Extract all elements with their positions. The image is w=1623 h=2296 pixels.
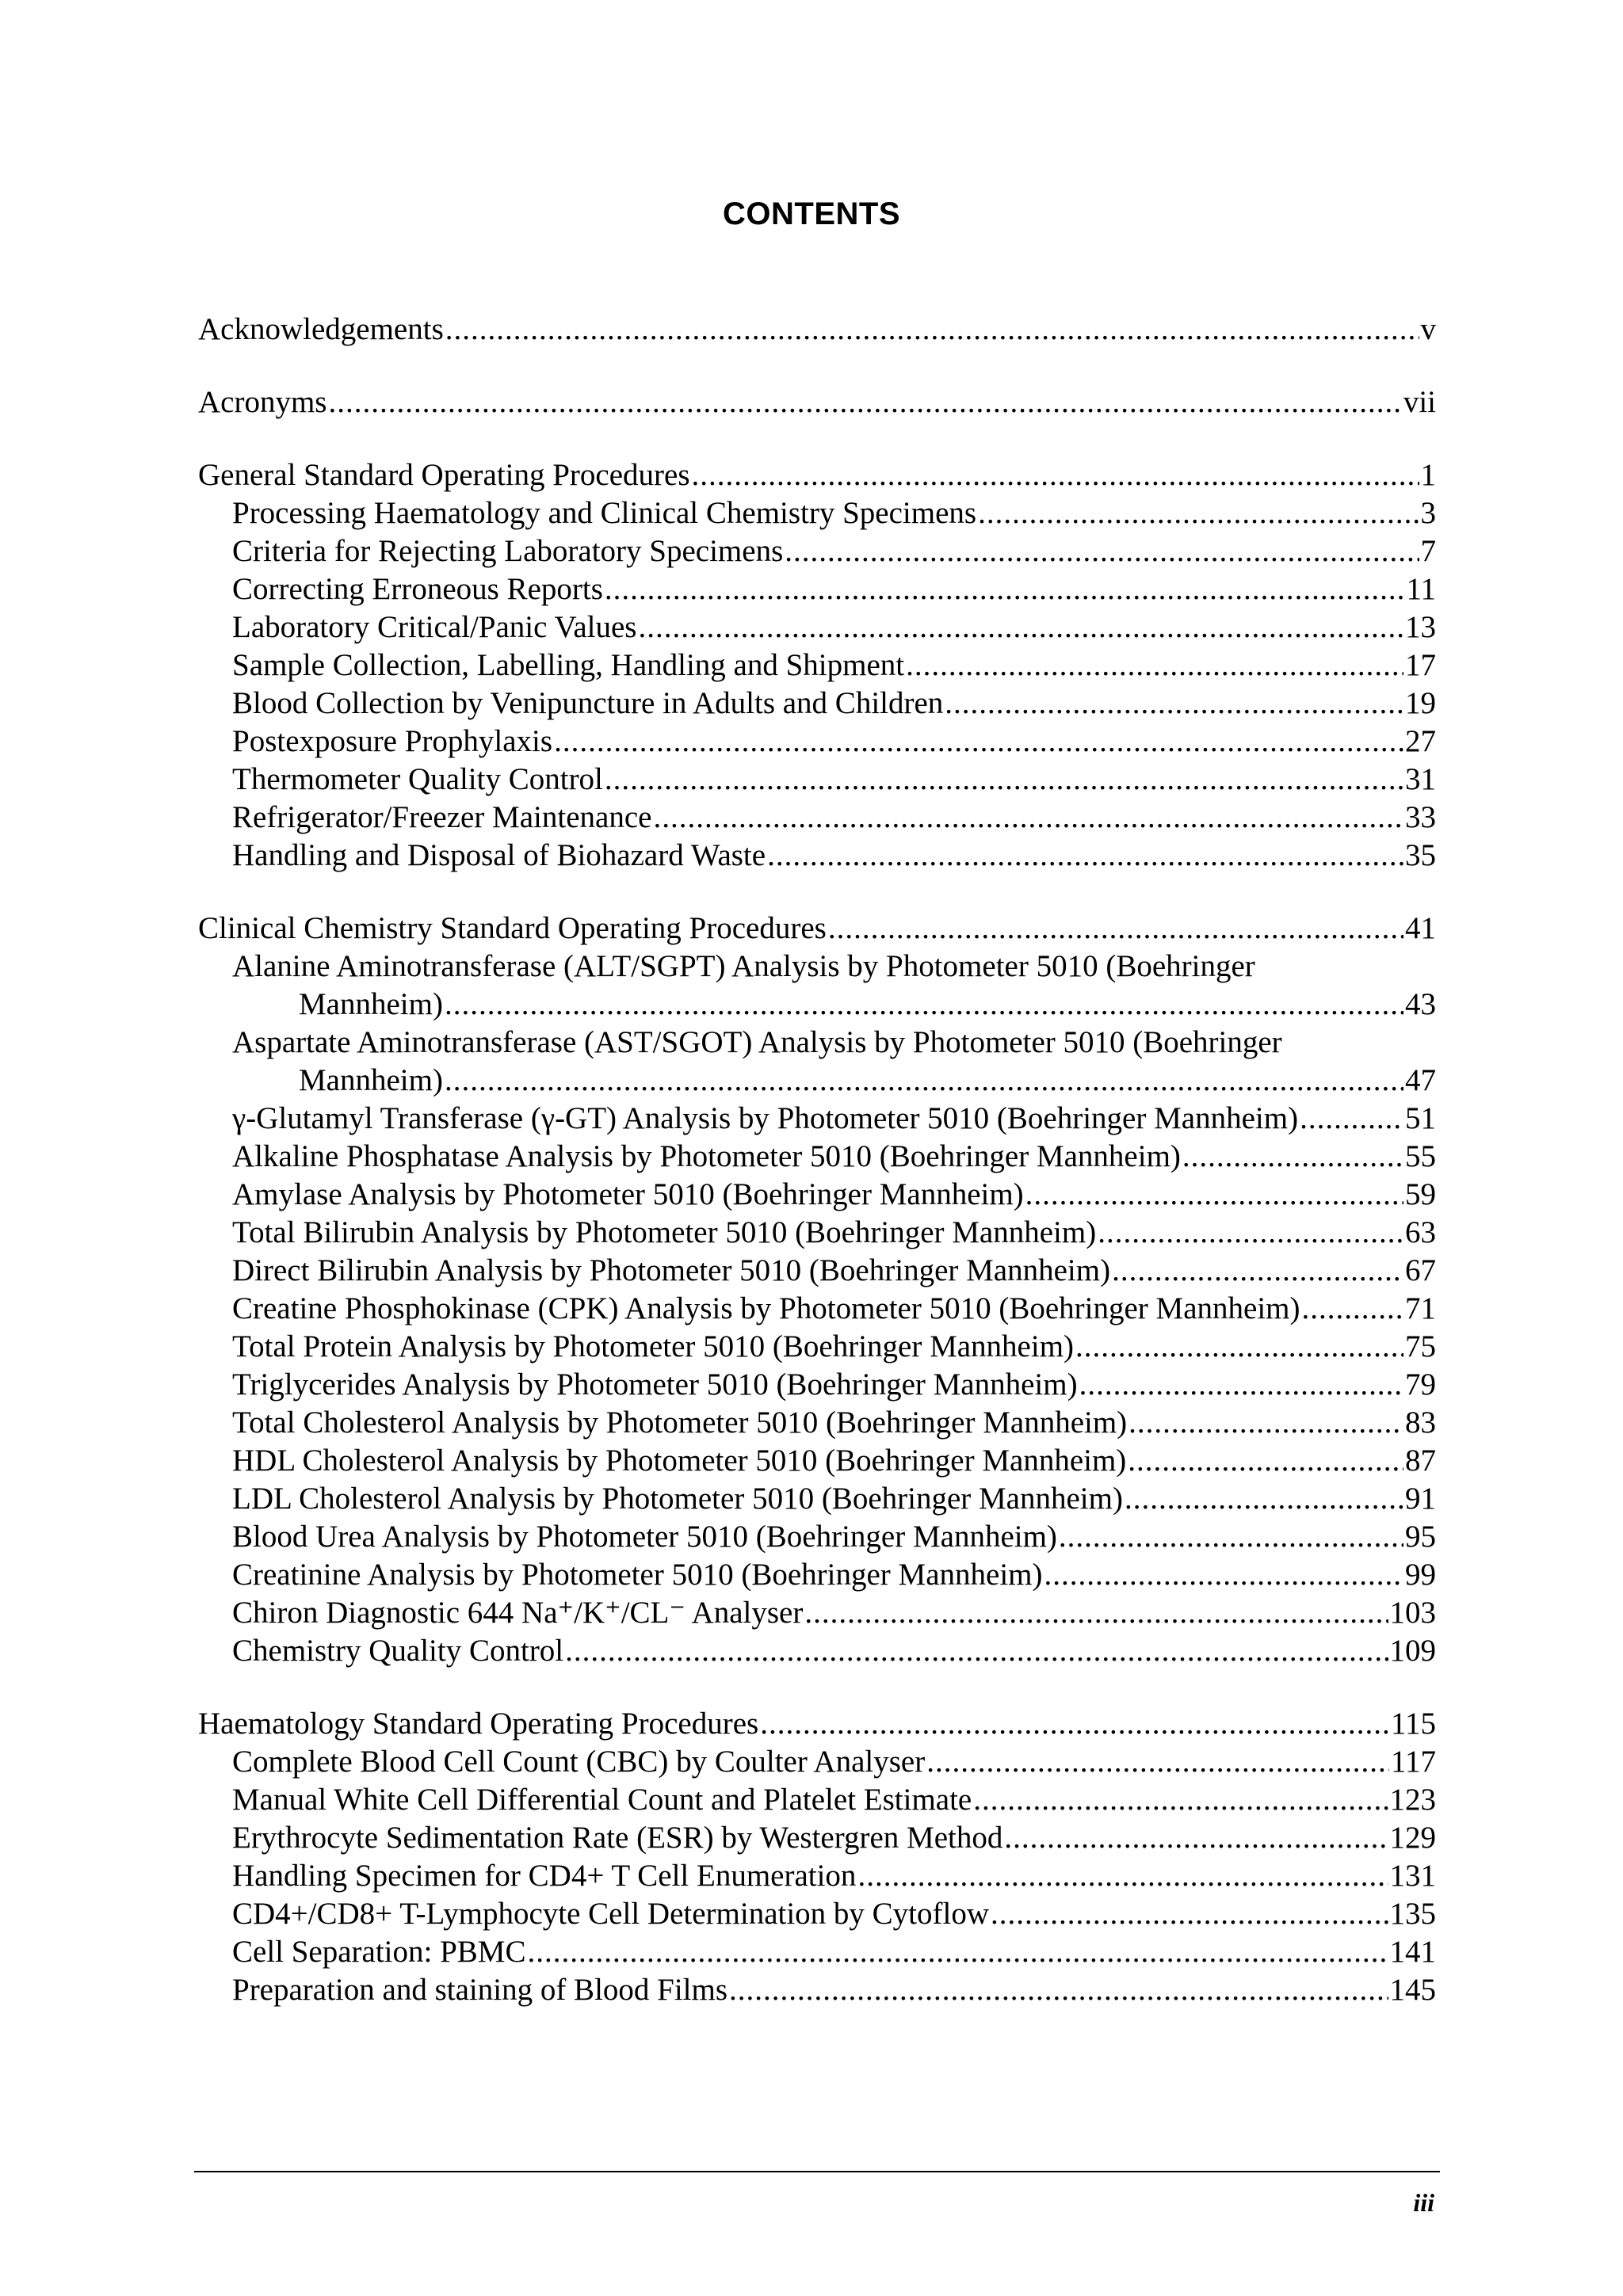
toc-entry[interactable]	[232, 685, 1436, 723]
toc-page-number: 83	[1405, 1405, 1436, 1440]
toc-entry-title: CD4+/CD8+ T-Lymphocyte Cell Determination by Cytoflow	[232, 1897, 990, 1931]
toc-page-number: 27	[1405, 724, 1436, 758]
dot-leader	[1025, 1176, 1403, 1214]
toc-section[interactable]	[198, 311, 1436, 349]
toc-page-number: 19	[1405, 686, 1436, 720]
toc-page-number: vii	[1403, 385, 1436, 419]
toc-entry-title: Alkaline Phosphatase Analysis by Photometer 5010 (Boehringer Mannheim)	[232, 1139, 1181, 1173]
toc-entry[interactable]	[232, 1518, 1436, 1556]
toc-entry-title: Blood Collection by Venipuncture in Adults and Children	[232, 686, 944, 720]
toc-entry-title: Handling and Disposal of Biohazard Waste	[232, 838, 766, 872]
dot-leader	[857, 1857, 1388, 1895]
toc-entry-title: Total Bilirubin Analysis by Photometer 5010 (Boehringer Mannheim)	[232, 1215, 1097, 1249]
dot-leader	[605, 570, 1405, 608]
toc-entry[interactable]	[232, 1214, 1436, 1252]
dot-leader	[1079, 1366, 1403, 1404]
dot-leader	[1300, 1100, 1403, 1138]
toc-entry[interactable]	[232, 1480, 1436, 1518]
toc-page-number: 109	[1389, 1634, 1436, 1668]
toc-entry-title: Clinical Chemistry Standard Operating Procedures	[198, 911, 827, 945]
toc-entry[interactable]	[232, 1933, 1436, 1971]
toc-entry[interactable]	[232, 1781, 1436, 1819]
toc-entry-title: Acknowledgements	[198, 312, 444, 346]
dot-leader	[653, 799, 1403, 837]
toc-entry-title: Preparation and staining of Blood Films	[232, 1973, 728, 2007]
toc-entry-title: HDL Cholesterol Analysis by Photometer 5010 (Boehringer Mannheim)	[232, 1444, 1127, 1478]
toc-page-number: 31	[1405, 762, 1436, 796]
dot-leader	[978, 494, 1419, 532]
toc-entry[interactable]	[232, 1025, 1436, 1100]
toc-page-number: 35	[1405, 838, 1436, 872]
toc-entry[interactable]	[232, 761, 1436, 799]
toc-entry-title: Refrigerator/Freezer Maintenance	[232, 800, 652, 834]
toc-entry-title-continued: Mannheim)	[299, 987, 443, 1021]
toc-entry[interactable]	[232, 1290, 1436, 1328]
toc-page-number: 41	[1405, 911, 1436, 945]
dot-leader	[1075, 1328, 1403, 1366]
page-number: iii	[1413, 2188, 1434, 2217]
dot-leader	[785, 532, 1419, 570]
toc-page-number: 115	[1390, 1707, 1436, 1741]
toc-page-number: 51	[1405, 1101, 1436, 1135]
toc-entry[interactable]	[232, 1252, 1436, 1290]
toc-section[interactable]	[198, 910, 1436, 948]
toc-entry[interactable]	[232, 1328, 1436, 1366]
dot-leader	[1125, 1480, 1403, 1518]
toc-page-number: 1	[1420, 458, 1436, 492]
toc-entry[interactable]	[232, 1404, 1436, 1442]
toc-entry[interactable]	[232, 1366, 1436, 1404]
toc-entry[interactable]	[232, 1971, 1436, 2009]
toc-page-number: 13	[1405, 610, 1436, 644]
dot-leader	[605, 761, 1403, 799]
dot-leader	[991, 1895, 1388, 1933]
toc-section[interactable]	[198, 383, 1436, 421]
toc-entry-title: Acronyms	[198, 385, 327, 419]
toc-page-number: 63	[1405, 1215, 1436, 1249]
dot-leader	[926, 1743, 1389, 1781]
dot-leader	[1301, 1290, 1403, 1328]
dot-leader	[692, 456, 1419, 494]
toc-section[interactable]	[198, 1705, 1436, 1743]
toc-page-number: 47	[1405, 1063, 1436, 1097]
dot-leader	[945, 685, 1403, 723]
dot-leader	[729, 1971, 1388, 2009]
toc-entry-title: Total Cholesterol Analysis by Photometer 5010 (Boehringer Mannheim)	[232, 1405, 1128, 1440]
toc-entry[interactable]	[232, 494, 1436, 532]
toc-entry-title: γ-Glutamyl Transferase (γ-GT) Analysis by Photometer 5010 (Boehringer Mannheim)	[232, 1101, 1299, 1135]
toc-page-number: 17	[1405, 648, 1436, 682]
dot-leader	[445, 1062, 1403, 1100]
toc-entry-title: Complete Blood Cell Count (CBC) by Coulter Analyser	[232, 1745, 926, 1779]
toc-entry-title: Creatinine Analysis by Photometer 5010 (Boehringer Mannheim)	[232, 1558, 1043, 1592]
dot-leader	[328, 383, 1401, 421]
toc-page-number: 79	[1405, 1367, 1436, 1402]
toc-entry-title: Blood Urea Analysis by Photometer 5010 (Boehringer Mannheim)	[232, 1520, 1057, 1554]
toc-entry[interactable]	[232, 1819, 1436, 1857]
toc-entry-title: Processing Haematology and Clinical Chemistry Specimens	[232, 496, 977, 530]
toc-entry[interactable]	[232, 570, 1436, 608]
dot-leader	[760, 1705, 1389, 1743]
toc-page-number: 3	[1420, 496, 1436, 530]
toc-entry-title: Alanine Aminotransferase (ALT/SGPT) Analysis by Photometer 5010 (Boehringer	[232, 949, 1255, 983]
toc-entry-title: Aspartate Aminotransferase (AST/SGOT) Analysis by Photometer 5010 (Boehringer	[232, 1025, 1282, 1059]
toc-page-number: 103	[1389, 1596, 1436, 1630]
toc-entry-title: General Standard Operating Procedures	[198, 458, 690, 492]
toc-entry-title-continued: Mannheim)	[299, 1063, 443, 1097]
toc-page-number: 145	[1389, 1973, 1436, 2007]
toc-entry[interactable]	[232, 532, 1436, 570]
toc-entry-title: Chiron Diagnostic 644 Na⁺/K⁺/CL⁻ Analyser	[232, 1596, 804, 1630]
dot-leader	[1128, 1404, 1403, 1442]
toc-entry-title: Creatine Phosphokinase (CPK) Analysis by Photometer 5010 (Boehringer Mannheim)	[232, 1291, 1300, 1325]
toc-entry[interactable]	[232, 646, 1436, 685]
dot-leader	[445, 986, 1403, 1024]
toc-page-number: 59	[1405, 1177, 1436, 1211]
dot-leader	[906, 646, 1403, 685]
dot-leader	[565, 1632, 1388, 1670]
toc-entry-title: Manual White Cell Differential Count and Platelet Estimate	[232, 1783, 972, 1817]
toc-entry[interactable]	[232, 837, 1436, 875]
page-title: CONTENTS	[723, 196, 900, 231]
toc-entry-title: Thermometer Quality Control	[232, 762, 603, 796]
toc-page-number: 91	[1405, 1482, 1436, 1516]
footer-rule	[194, 2171, 1440, 2172]
toc-entry[interactable]	[232, 1556, 1436, 1594]
toc-page-number: 7	[1420, 534, 1436, 568]
dot-leader	[973, 1781, 1388, 1819]
toc-entry-title: Direct Bilirubin Analysis by Photometer 5010 (Boehringer Mannheim)	[232, 1253, 1111, 1287]
toc-page-number: 135	[1389, 1897, 1436, 1931]
dot-leader	[767, 837, 1403, 875]
toc-page-number: 11	[1406, 572, 1436, 606]
toc-page-number: 75	[1405, 1329, 1436, 1363]
dot-leader	[445, 311, 1419, 349]
toc-entry-title: LDL Cholesterol Analysis by Photometer 5010 (Boehringer Mannheim)	[232, 1482, 1123, 1516]
toc-entry[interactable]	[232, 1632, 1436, 1670]
dot-leader	[554, 723, 1403, 761]
toc-entry-title: Laboratory Critical/Panic Values	[232, 610, 637, 644]
toc-entry-title: Erythrocyte Sedimentation Rate (ESR) by Westergren Method	[232, 1821, 1003, 1855]
toc-entry-title: Cell Separation: PBMC	[232, 1935, 526, 1969]
toc-page-number: 141	[1389, 1935, 1436, 1969]
dot-leader	[1004, 1819, 1388, 1857]
dot-leader	[1059, 1518, 1403, 1556]
dot-leader	[804, 1594, 1388, 1632]
toc-entry[interactable]	[232, 608, 1436, 646]
toc-page-number: 33	[1405, 800, 1436, 834]
dot-leader	[528, 1933, 1388, 1971]
toc-entry-title: Sample Collection, Labelling, Handling and Shipment	[232, 648, 905, 682]
toc-entry[interactable]	[232, 1100, 1436, 1138]
dot-leader	[1182, 1138, 1403, 1176]
toc-entry-title: Triglycerides Analysis by Photometer 5010 (Boehringer Mannheim)	[232, 1367, 1078, 1402]
toc-entry[interactable]	[232, 949, 1436, 1024]
toc-page-number: 67	[1405, 1253, 1436, 1287]
dot-leader	[638, 608, 1403, 646]
toc-page-number: 87	[1405, 1444, 1436, 1478]
toc-entry[interactable]	[232, 1743, 1436, 1781]
toc-entry[interactable]	[232, 1138, 1436, 1176]
dot-leader	[1128, 1442, 1403, 1480]
dot-leader	[1112, 1252, 1403, 1290]
toc-page-number: 43	[1405, 987, 1436, 1021]
toc-entry-title: Haematology Standard Operating Procedures	[198, 1707, 759, 1741]
dot-leader	[1044, 1556, 1403, 1594]
toc-entry[interactable]	[232, 1594, 1436, 1632]
dot-leader	[828, 910, 1403, 948]
toc-entry[interactable]	[232, 1176, 1436, 1214]
toc-section[interactable]	[198, 456, 1436, 494]
toc-page-number: 55	[1405, 1139, 1436, 1173]
toc-entry-title: Handling Specimen for CD4+ T Cell Enumeration	[232, 1859, 857, 1893]
toc-entry[interactable]	[232, 1857, 1436, 1895]
toc-page-number: 71	[1405, 1291, 1436, 1325]
toc-page-number: 95	[1405, 1520, 1436, 1554]
toc-entry-title: Correcting Erroneous Reports	[232, 572, 603, 606]
toc-entry[interactable]	[232, 1895, 1436, 1933]
toc-page-number: 99	[1405, 1558, 1436, 1592]
toc-page-number: 123	[1389, 1783, 1436, 1817]
toc-page-number: 117	[1390, 1745, 1436, 1779]
toc-page-number: v	[1420, 312, 1436, 346]
toc-entry-title: Postexposure Prophylaxis	[232, 724, 553, 758]
toc-entry[interactable]	[232, 1442, 1436, 1480]
dot-leader	[1098, 1214, 1403, 1252]
toc-page-number: 129	[1389, 1821, 1436, 1855]
toc-entry[interactable]	[232, 799, 1436, 837]
toc-page-number: 131	[1389, 1859, 1436, 1893]
toc-entry-title: Chemistry Quality Control	[232, 1634, 564, 1668]
toc-entry-title: Amylase Analysis by Photometer 5010 (Boehringer Mannheim)	[232, 1177, 1024, 1211]
toc-entry[interactable]	[232, 723, 1436, 761]
toc-entry-title: Criteria for Rejecting Laboratory Specimens	[232, 534, 784, 568]
toc-entry-title: Total Protein Analysis by Photometer 5010 (Boehringer Mannheim)	[232, 1329, 1075, 1363]
